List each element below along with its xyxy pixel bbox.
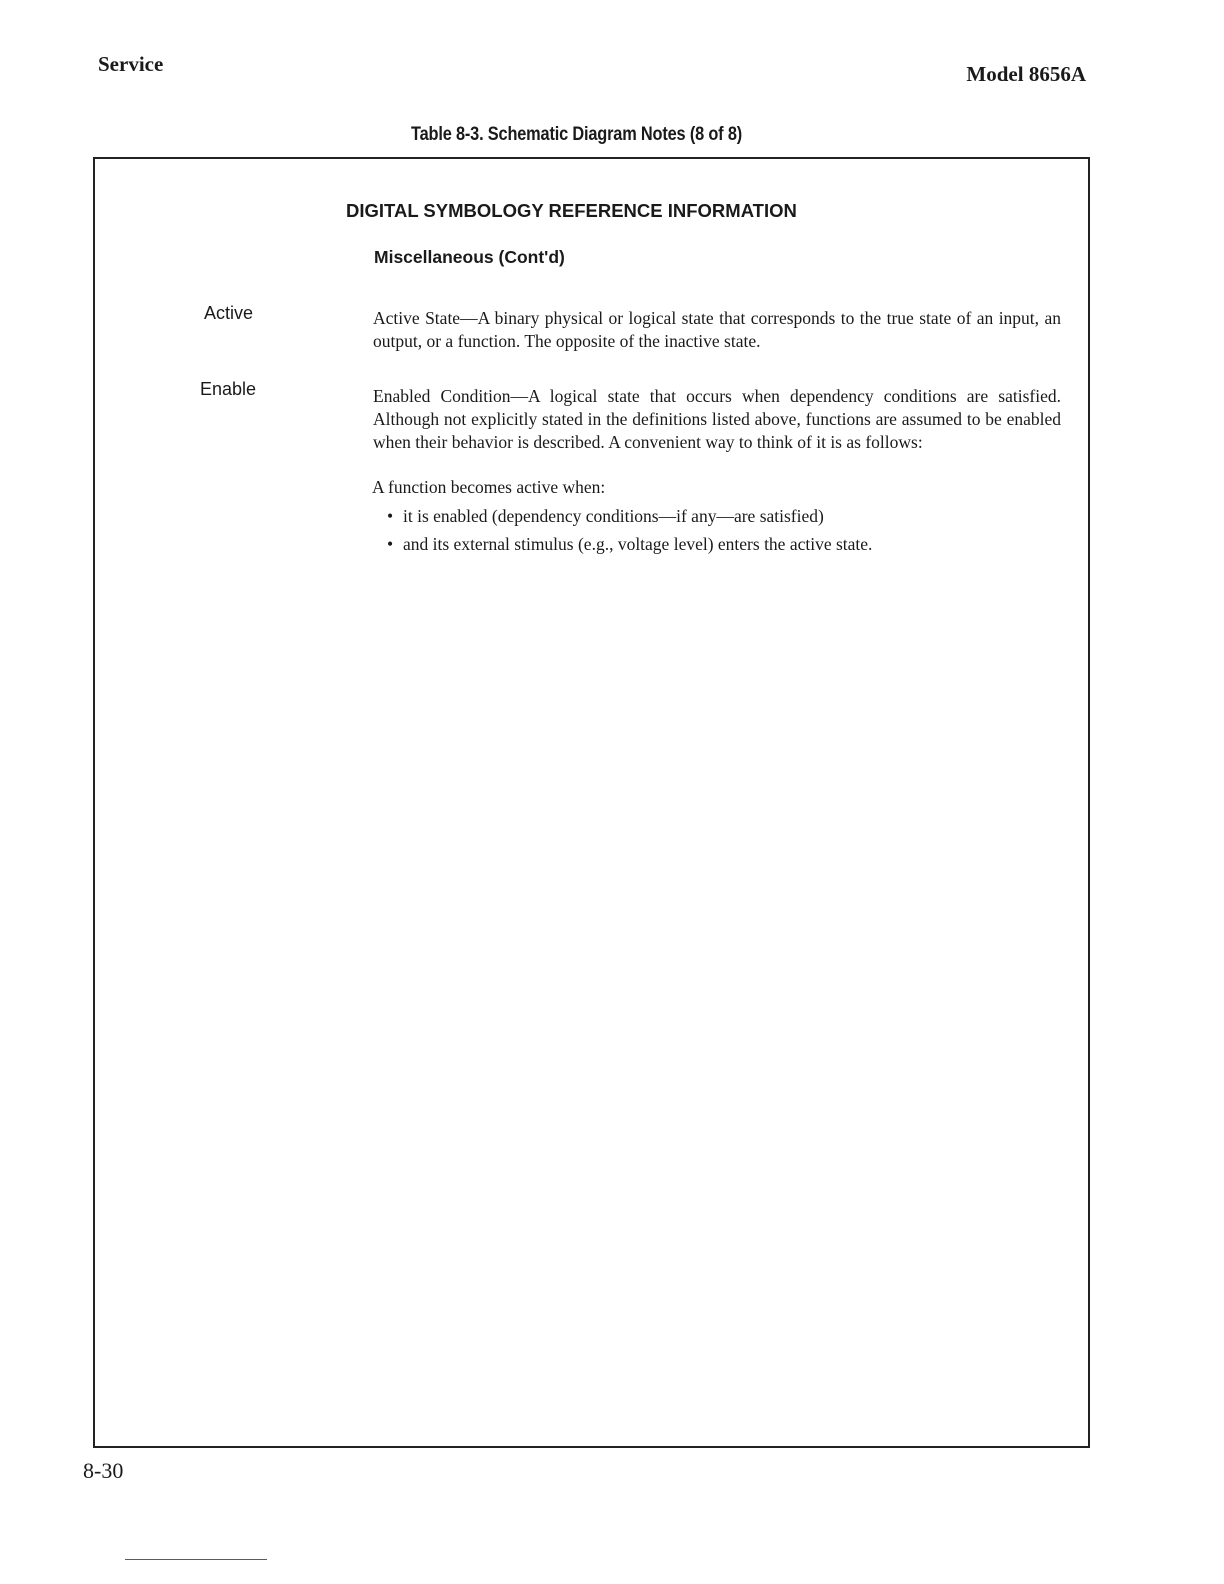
footer-divider xyxy=(125,1559,267,1560)
header-section: Service xyxy=(98,52,164,76)
term-enable: Enable xyxy=(200,379,257,399)
condition-list xyxy=(387,504,872,560)
page-number: 8-30 xyxy=(83,1458,124,1483)
list-item xyxy=(387,504,872,532)
header-model: Model 8656A xyxy=(966,62,1086,86)
bullet-icon: • xyxy=(387,506,394,526)
section-subheading: Miscellaneous (Cont'd) xyxy=(374,247,565,267)
bullet-icon: • xyxy=(387,534,394,554)
definition-active: Active State—A binary physical or logical state that corresponds to the true state of an input, an output, or a function. The opposite of the inactive state. xyxy=(373,308,1061,351)
list-item-text: and its external stimulus (e.g., voltage level) enters the active state. xyxy=(403,534,873,554)
term-active: Active xyxy=(204,303,254,323)
list-item-text: it is enabled (dependency conditions—if any—are satisfied) xyxy=(403,506,824,526)
table-title: Table 8-3. Schematic Diagram Notes (8 of 8) xyxy=(411,124,743,145)
function-intro: A function becomes active when: xyxy=(372,477,606,497)
definition-enable: Enabled Condition—A logical state that occurs when dependency conditions are satisfied. Although not explicitly stated in the definitions listed above, functions are assumed to be enabled when their behavior is described. A convenient way to think of it is as follows: xyxy=(373,386,1061,452)
list-item xyxy=(387,532,872,560)
section-heading: DIGITAL SYMBOLOGY REFERENCE INFORMATION xyxy=(346,200,797,221)
